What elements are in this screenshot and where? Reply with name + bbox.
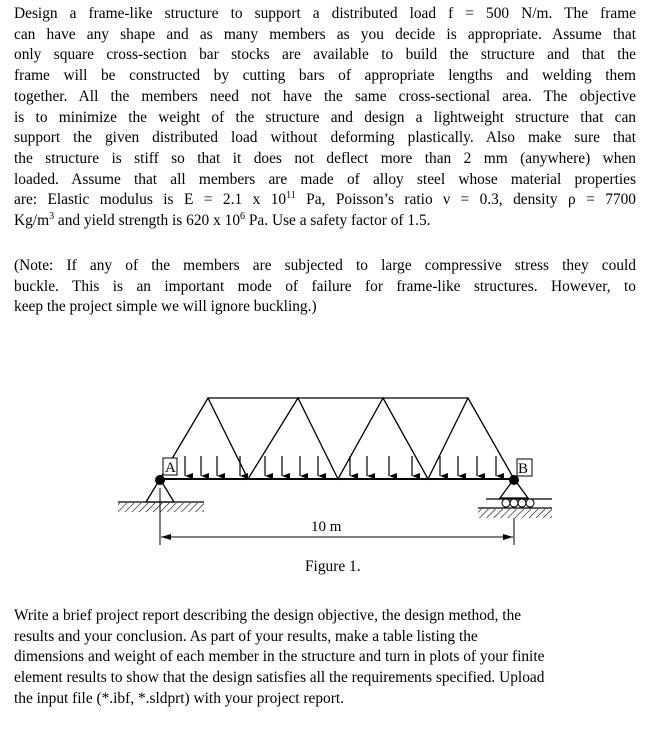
- problem-line: support the given distributed load without deforming plastically. Also make sure that: [14, 129, 636, 147]
- problem-line: loaded. Assume that all members are made of alloy steel whose material properties: [14, 170, 636, 188]
- roller-support-b: [478, 475, 552, 518]
- density-unit-text: Kg/m: [14, 212, 50, 230]
- dimension-line: [160, 488, 514, 545]
- safety-factor-text: Pa. Use a safety factor of 1.5.: [245, 212, 431, 230]
- dimension-label: 10 m: [311, 519, 342, 535]
- poisson-density-text: Pa, Poisson’s ratio ν = 0.3, density ρ = 7700: [295, 191, 636, 209]
- modulus-exponent: 11: [286, 190, 296, 202]
- node-label-b: B: [518, 461, 529, 477]
- instructions-paragraph: [14, 606, 644, 710]
- instruction-line: the input file (*.ibf, *.sldprt) with your project report.: [14, 689, 344, 707]
- pin-support-a: [118, 475, 204, 512]
- problem-line: can have any shape and as many members as you decide is appropriate. Assume that: [14, 25, 636, 43]
- yield-text: and yield strength is 620 x 10: [54, 212, 241, 230]
- instruction-line: dimensions and weight of each member in the structure and turn in plots of your finite: [14, 648, 545, 666]
- problem-line: the structure is stiff so that it does not deflect more than 2 mm (anywhere) when: [14, 149, 636, 167]
- problem-line: together. All the members need not have the same cross-sectional area. The objective: [14, 87, 636, 105]
- note-line: (Note: If any of the members are subjected to large compressive stress they could: [14, 257, 636, 274]
- figure-caption: Figure 1.: [305, 558, 361, 575]
- instruction-line: Write a brief project report describing the design objective, the design method, the: [14, 607, 522, 624]
- density-unit-exponent: 3: [49, 211, 55, 223]
- problem-line: only square cross-section bar stocks are available to build the structure and that the: [14, 46, 636, 64]
- note-line: keep the project simple we will ignore buckling.): [14, 298, 317, 316]
- truss-diagonals: [160, 398, 514, 479]
- modulus-text: are: Elastic modulus is E = 2.1 x 10: [14, 191, 287, 209]
- problem-line: is to minimize the weight of the structure and design a lightweight structure that can: [14, 108, 636, 126]
- problem-line: Design a frame-like structure to support a distributed load f = 500 N/m. The frame: [14, 5, 636, 22]
- distributed-load-arrows: [185, 456, 496, 476]
- note-line: buckle. This is an important mode of failure for frame-like structures. However, to: [14, 277, 636, 295]
- problem-line: frame will be constructed by cutting bars of appropriate lengths and welding them: [14, 67, 636, 85]
- yield-exponent: 6: [240, 211, 246, 223]
- instruction-line: results and your conclusion. As part of your results, make a table listing the: [14, 627, 478, 645]
- node-label-a: A: [165, 460, 176, 476]
- instruction-line: element results to show that the design satisfies all the requirements specified. Upload: [14, 669, 545, 687]
